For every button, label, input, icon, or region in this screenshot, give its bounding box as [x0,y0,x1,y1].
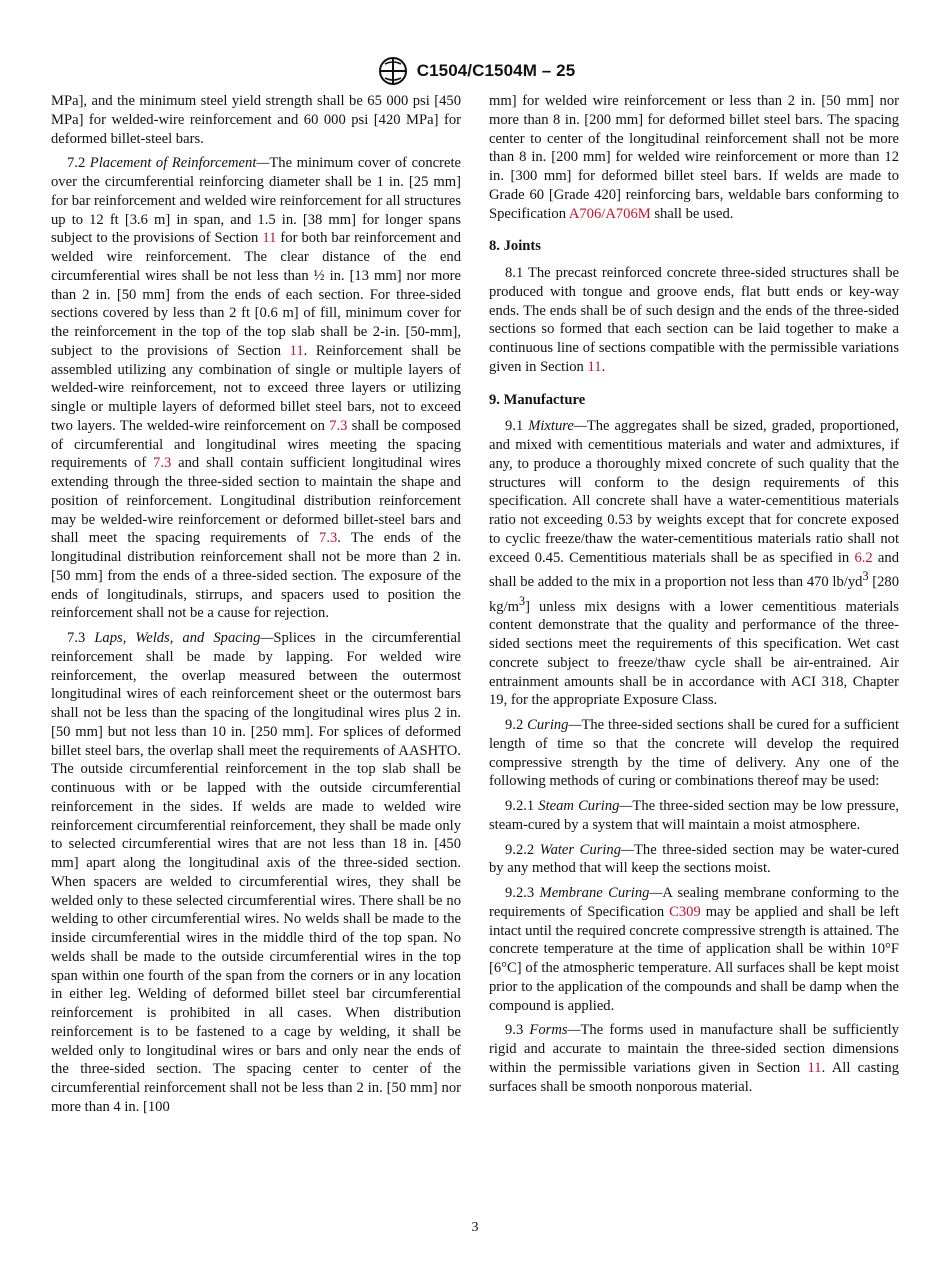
section-link-7-3[interactable]: 7.3 [319,530,338,547]
section-link-11[interactable]: 11 [289,342,304,359]
section-link-11[interactable]: 11 [262,230,277,247]
section-8-1: 8.1 The precast reinforced concrete three-sided structures shall be produced with tongue and groove ends, flat butt ends or key-way ends. The ends shall be of such design and the ends of the three-sided sections so formed that each section can be laid together to make a continuous line of sections compatible with the permissible variations given in Section 11. [489,265,899,375]
section-9-2: 9.2 Curing—The three-sided sections shall be cured for a sufficient length of time so that the concrete will develop the required compressive strength by the time of delivery. Any one of the following methods of curing or combinations thereof may be used: [489,717,900,790]
section-title: Steam Curing— [538,798,633,815]
spec-link-c309[interactable]: C309 [669,903,701,920]
section-title: Placement of Reinforcement— [89,155,270,172]
section-9-2-1: 9.2.1 Steam Curing—The three-sided section may be low pressure, steam-cured by a system that will maintain a moist atmosphere. [489,798,899,833]
section-9-2-3: 9.2.3 Membrane Curing—A sealing membrane conforming to the requirements of Specification C309 may be applied and shall be left intact until the required concrete compressive strength is attained. The concrete temperature at the time of application shall be within 10°F [6°C] of the atmospheric temperature. All surfaces shall be kept moist prior to the application of the compounds and shall be damp when the compound is applied. [489,885,900,1014]
section-link-7-3[interactable]: 7.3 [329,417,348,434]
page-number: 3 [471,1220,479,1235]
left-column [51,92,461,1123]
section-link-11[interactable]: 11 [807,1059,822,1076]
document-designation: C1504/C1504M – 25 [416,61,576,80]
section-heading-joints: 8. Joints [489,238,541,255]
section-link-6-2[interactable]: 6.2 [854,549,873,566]
section-link-11[interactable]: 11 [587,358,602,375]
page-header [0,56,950,86]
section-title: Curing— [527,717,582,734]
right-column [489,92,899,1102]
section-9-2-2: 9.2.2 Water Curing—The three-sided section may be water-cured by any method that will keep the sections moist. [489,841,899,877]
section-title: Membrane Curing— [539,885,663,902]
section-7-2: 7.2 Placement of Reinforcement—The minimum cover of concrete over the circumferential reinforcing diameter shall be 1 in. [25 mm] for bar reinforcement and welded wire reinforcement for all structures up to 12 ft [3.6 m] in span, and 1.5 in. [38 mm] for longer spans subject to the provisions of Section 11 for both bar reinforcement and welded wire reinforcement. The clear distance of the end circumferential wires shall be not less than ½ in. [13 mm] nor more than 2 in. [50 mm] from the ends of each section. For three-sided sections covered by less than 2 ft [0.6 m] of fill, minimum cover for the reinforcement in the top of the top slab shall be 2-in. [50-mm], subject to the provisions of Section 11. Reinforcement shall be assembled utilizing any combination of single or multiple layers of welded-wire reinforcement, not to exceed three layers or utilizing single or multiple layers of deformed billet steel bars, not to exceed two layers. The welded-wire reinforcement on 7.3 shall be composed of circumferential and longitudinal wires meeting the spacing requirements of 7.3 and shall contain sufficient longitudinal wires extending through the three-sided section to maintain the shape and position of reinforcement. Longitudinal distribution reinforcement may be welded-wire reinforcement or deformed billet-steel bars and shall meet the spacing requirements of 7.3. The ends of the longitudinal distribution reinforcement shall not be more than 2 in. [50 mm] from the ends of a three-sided section. The exposure of the ends of longitudinals, stirrups, and spacers used to position the reinforcement shall not be a cause for rejection. [51,155,462,622]
section-title: Water Curing— [539,841,634,858]
paragraph-continuation: mm] for welded wire reinforcement or less than 2 in. [50 mm] nor more than 8 in. [200 mm] for deformed billet steel bars. The spacing center to center of the longitudinal reinforcement shall not be more than 8 in. [200 mm] for welded wire reinforcement or more than 12 in. [300 mm] for deformed billet steel bars. If welds are made to Grade 60 [Grade 420] reinforcing bars, weldable bars conforming to Specification A706/A706M shall be used. [489,93,899,222]
section-title: Laps, Welds, and Spacing— [94,630,274,646]
astm-logo-icon [375,56,411,86]
section-heading-manufacture: 9. Manufacture [489,391,586,408]
paragraph-continuation: MPa], and the minimum steel yield strength shall be 65 000 psi [450 MPa] for welded-wire reinforcement and 60 000 psi [420 MPa] for deformed billet-steel bars. [51,93,461,147]
section-9-3: 9.3 Forms—The forms used in manufacture shall be sufficiently rigid and accurate to maintain the three-sided section dimensions within the permissible variations given in Section 11. All casting surfaces shall be smooth nonporous material. [489,1022,899,1095]
spec-link-a706[interactable]: A706/A706M [568,205,651,222]
section-9-1: 9.1 Mixture—The aggregates shall be sized, graded, proportioned, and mixed with cementitious materials and water and admixtures, if any, to produce a thoroughly mixed concrete of such quality that the structures will conform to the design requirements of this specification. All concrete shall have a water-cementitious materials ratio not exceeding 0.53 by weights except that for concrete exposed to cyclic freeze/thaw the water-cementitious materials ratio shall not exceed 0.45. Cementitious materials shall be as specified in 6.2 and shall be added to the mix in a proportion not less than 470 $lb/yd^3$ [280 $kg/m^3$] unless mix designs with a lower cementitious materials content demonstrate that the quality and performance of the three-sided sections meet the requirements of this specification. Wet cast concrete subject to freeze/thaw cycle shall be air-entrained. Air entrainment amounts shall be in accordance with ACI 318, Chapter 19, for the appropriate Exposure Class. [489,418,899,709]
section-7-3: 7.3 Laps, Welds, and Spacing—Splices in the circumferential reinforcement shall be made by lapping. For welded wire reinforcement, the overlap measured between the outermost longitudinal wires of each reinforcement sheet or the outermost bars shall not be less than the spacing of the longitudinal wires plus 2 in. [50 mm] but not less than 10 in. [250 mm]. For splices of deformed billet steel bars, the overlap shall meet the requirements of AASHTO. The outside circumferential reinforcement in the top slab shall be continuous with or be lapped with the outside circumferential reinforcement in the sides. If welds are made to welded wire reinforcement circumferential reinforcement, they shall be made only to selected circumferential wires that are not less than 18 in. [450 mm] apart along the longitudinal axis of the three-sided section. When spacers are welded to circumferential wires, they shall be welded only to these selected circumferential wires. There shall be no welding to other circumferential wires. No welds shall be made to the inside circumferential wires in the middle third of the top span. No welds shall be made to the outside circumferential wires in the top span within one fourth of the span from the corners or in any location in either leg. Welding of deformed billet steel bar circumferential reinforcement is prohibited in all cases. When distribution reinforcement is to be fastened to a cage by welding, it shall be welded only to longitudinal wires or bars and only near the ends of the three-sided section. The spacing center to center of the circumferential reinforcement shall not be less than 2 in. [50 mm] nor more than 4 in. [100 [51,630,461,1115]
section-link-7-3[interactable]: 7.3 [153,455,172,472]
section-title: Mixture— [528,418,587,435]
section-title: Forms— [529,1022,581,1039]
